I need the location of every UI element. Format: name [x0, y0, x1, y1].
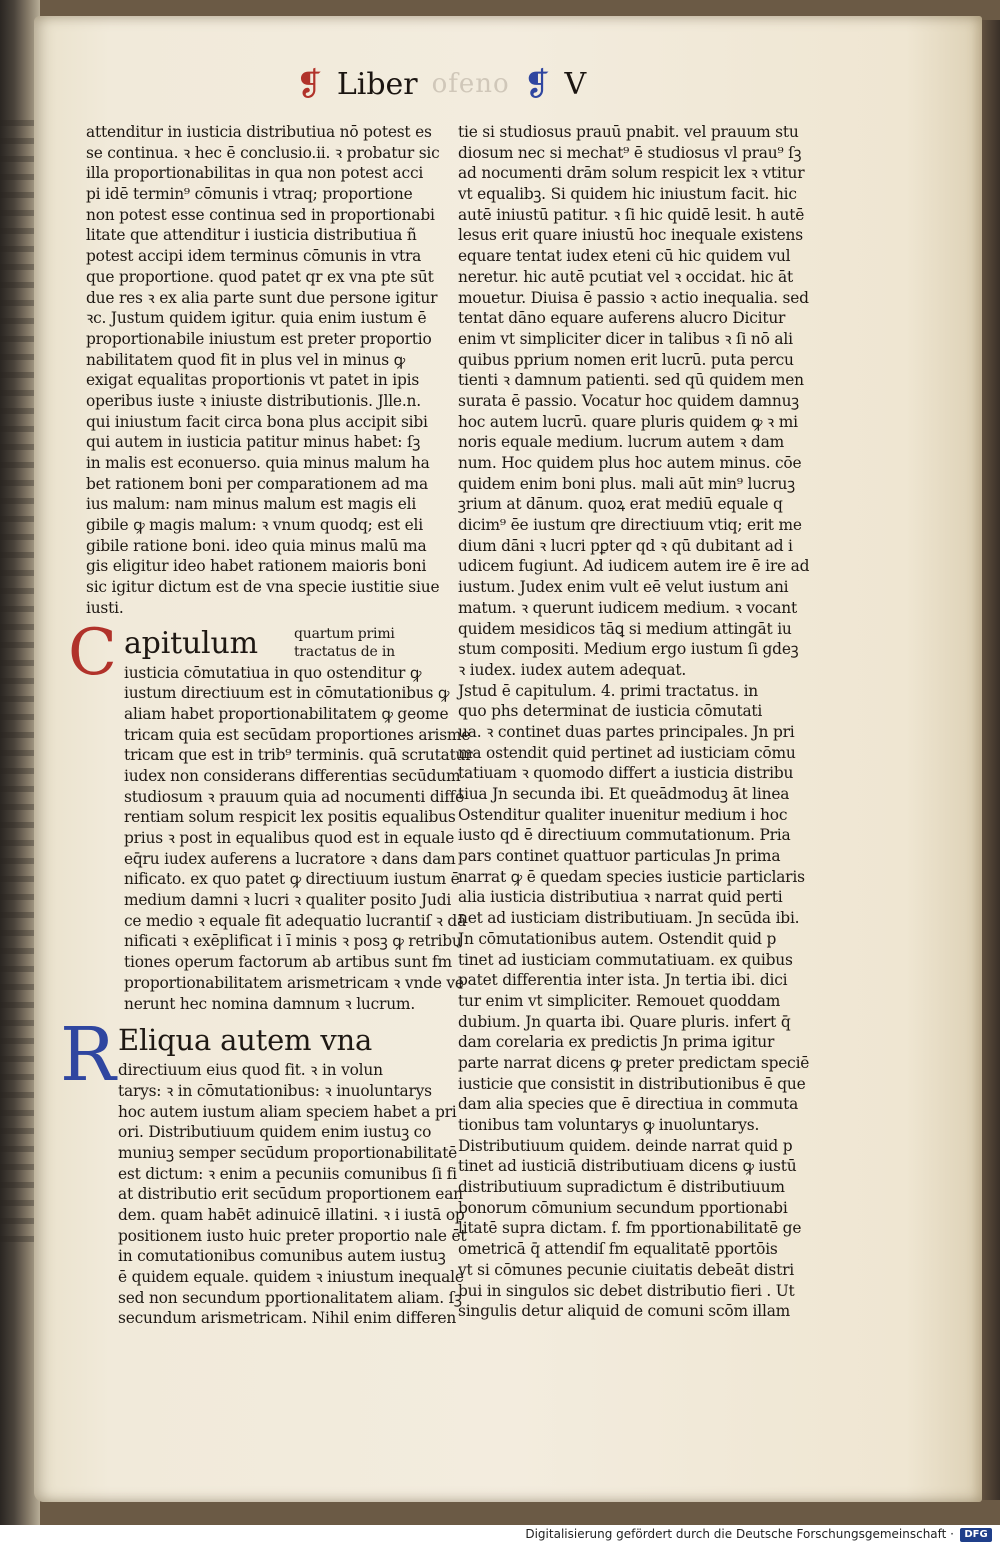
text-line: pi idē termin⁹ cōmunis i vtraq; proportione	[86, 185, 413, 204]
text-line: singulis detur aliquid de comuni scōm illam	[458, 1302, 791, 1321]
text-line: ē quidem equale. quidem ꝛ iniustum inequale	[118, 1268, 464, 1287]
text-line: non potest esse continua sed in proportionabi	[86, 205, 435, 224]
text-line: proportionabilitatem arismetricam ꝛ vnde ve	[124, 973, 464, 992]
left-top-text	[86, 122, 440, 619]
text-line: quidem enim boni plus. mali aūt min⁹ lucruꝫ	[458, 474, 795, 493]
text-line: sed non secundum pportionalitatem aliam. ſꝫ	[118, 1288, 462, 1307]
text-line: alia iusticia distributiua ꝛ narrat quid perti	[458, 888, 783, 907]
text-line: distributiuum supradictum ē distributiuum	[458, 1178, 785, 1197]
text-line: at distributio erit secūdum proportionem ean	[118, 1185, 463, 1204]
text-line: dium dāni ꝛ lucri pꝑter qd ꝛ qū dubitant ad i	[458, 536, 793, 555]
text-line: due res ꝛ ex alia parte sunt due persone igitur	[86, 288, 438, 307]
text-line: quidem mesidicos tāꝗ si medium attingāt iu	[458, 619, 792, 638]
text-line: se continua. ꝛ hec ē conclusio.ii. ꝛ probatur sic	[86, 143, 440, 162]
text-line: iustum. Judex enim vult eē velut iustum ani	[458, 578, 789, 597]
text-line: iusticia cōmutatiua in quo ostenditur ꝙ	[124, 663, 422, 682]
text-line: illa proportionabilitas in qua non potest acci	[86, 164, 424, 183]
text-line: ori. Distributiuum quidem enim iustuꝫ co	[118, 1123, 432, 1142]
running-head	[296, 62, 586, 106]
running-head-word: Liber	[336, 66, 418, 102]
text-line: Jstud ē capitulum. 4. primi tractatus. in	[458, 681, 759, 700]
capitulum-summary	[86, 663, 473, 1015]
text-line: net ad iusticiam distributiuam. Jn secūda ibi.	[458, 909, 800, 928]
text-line: dubium. Jn quarta ibi. Quare pluris. infert q̄	[458, 1012, 791, 1031]
text-line: est dictum: ꝛ enim a pecuniis comunibus ſi fi	[118, 1164, 457, 1183]
text-line: gis eligitur ideo habet rationem maioris boni	[86, 557, 427, 576]
text-line: hoc autem iustum aliam speciem habet a pri	[118, 1102, 457, 1121]
right-text-a	[458, 122, 810, 681]
text-line: dem. quam habēt adinuicē illatini. ꝛ i iustā op	[118, 1206, 465, 1224]
text-line: tie si studiosus prauū pnabit. vel prauum stu	[458, 123, 799, 141]
text-line: quibus pprium nomen erit lucrū. puta percu	[458, 350, 794, 369]
text-line: tiones operum factorum ab artibus sunt fm	[124, 953, 452, 972]
running-head-offset-ghost: ofeno	[431, 69, 510, 99]
capitulum-heading-block	[68, 615, 473, 1015]
text-line: iusticie que consistit in distributionibus ē que	[458, 1074, 806, 1093]
capitulum-word: apitulum	[124, 625, 258, 661]
text-line: mouetur. Diuisa ē passio ꝛ actio inequalia. sed	[458, 288, 809, 307]
text-line: eq̄ru iudex auferens a lucratore ꝛ dans dam	[124, 849, 456, 868]
left-column	[60, 122, 473, 1329]
text-line: secundum arismetricam. Nihil enim differen	[118, 1309, 457, 1328]
text-line: Distributiuum quidem. deinde narrat quid p	[458, 1136, 793, 1155]
text-line: ma ostendit quid pertinet ad iusticiam cōmu	[458, 743, 796, 762]
text-line: litate que attenditur i iusticia distributiua ñ	[86, 226, 417, 245]
text-line: noris equale medium. lucrum autem ꝛ dam	[458, 433, 785, 452]
text-line: potest accipi idem terminus cōmunis in vtra	[86, 247, 422, 266]
text-line: enim vt simpliciter dicer in talibus ꝛ ſi nō ali	[458, 329, 793, 348]
capitulum-heading-tail: quartum primi tractatus de in	[294, 625, 395, 660]
footer-bar	[0, 1525, 1000, 1545]
text-line: aliam habet proportionabilitatem ꝙ geome	[124, 704, 449, 723]
text-line: ꝛ iudex. iudex autem adequat.	[458, 660, 687, 679]
text-line: tatiuam ꝛ quomodo differt a iusticia distribu	[458, 764, 794, 783]
text-line: parte narrat dicens ꝙ preter predictam speciē	[458, 1053, 810, 1072]
text-line: in comutationibus comunibus autem iustuꝫ	[118, 1247, 446, 1266]
text-line: qui autem in iusticia patitur minus habet: ſꝫ	[86, 433, 421, 452]
text-line: patet differentia inter ista. Jn tertia ibi. dici	[458, 971, 788, 990]
text-line: ad nocumenti drām solum respicit lex ꝛ vtitur	[458, 164, 805, 183]
text-line: quo phs determinat de iusticia cōmutati	[458, 702, 763, 721]
text-line: studiosum ꝛ prauum quia ad nocumenti diffe	[124, 787, 465, 806]
text-line: gibile ꝙ magis malum: ꝛ vnum quodq; est eli	[86, 516, 423, 535]
text-line: dam corelaria ex predictis Jn prima igitur	[458, 1033, 775, 1052]
text-line: in malis est econuerso. quia minus malum ha	[86, 454, 430, 472]
text-line: ꝛc. Justum quidem igitur. quia enim iustum ē	[86, 309, 427, 328]
text-line: ꝫrium at dānum. quoꝝ erat mediū equale q	[458, 495, 783, 514]
text-line: bui in singulos sic debet distributio fieri . Ut	[458, 1281, 795, 1300]
text-line: tricam que est in trib⁹ terminis. quā scrutatur	[124, 746, 473, 765]
text-line: tienti ꝛ damnum patienti. sed qū quidem men	[458, 371, 804, 390]
right-column	[458, 122, 810, 1322]
text-line: tionibus tam voluntarys ꝙ inuoluntarys.	[458, 1116, 760, 1134]
text-line: que proportione. quod patet qr ex vna pte sūt	[86, 267, 434, 286]
text-line: nificato. ex quo patet ꝙ directiuum iustum ē	[124, 870, 460, 889]
text-line: nificati ꝛ exēplificat i ī minis ꝛ posꝫ ꝙ retribu	[124, 932, 462, 951]
text-line: qui iniustum facit circa bona plus accipit sibi	[86, 412, 428, 431]
dfg-logo: DFG	[960, 1528, 992, 1542]
text-line: nabilitatem quod fit in plus vel in minus ꝙ	[86, 350, 405, 369]
text-line: attenditur in iusticia distributiua nō potest es	[86, 123, 432, 141]
text-line: ua. ꝛ continet duas partes principales. Jn pri	[458, 722, 795, 741]
text-line: hoc autem lucrū. quare pluris quidem ꝙ ꝛ mi	[458, 412, 798, 431]
text-line: litatē supra dictam. f. fm pportionabilitatē ge	[458, 1219, 802, 1238]
text-line: bet rationem boni per comparationem ad ma	[86, 474, 428, 493]
text-line: udicem fugiunt. Ad iudicem autem ire ē ire ad	[458, 557, 810, 576]
right-commentary	[458, 681, 810, 1322]
text-line: pars continet quattuor particulas Jn prima	[458, 847, 781, 866]
text-line: tarys: ꝛ in cōmutationibus: ꝛ inuoluntarys	[118, 1081, 432, 1100]
text-line: vt si cōmunes pecunie ciuitatis debeāt distri	[458, 1260, 794, 1279]
reliqua-initial: R	[60, 1012, 116, 1099]
text-line: exigat equalitas proportionis vt patet in ipis	[86, 371, 420, 390]
text-line: surata ē passio. Vocatur hoc quidem damnuꝫ	[458, 391, 799, 410]
reliqua-block	[60, 1012, 467, 1329]
text-line: narrat ꝙ ē quedam species iusticie particlaris	[458, 867, 805, 886]
text-line: num. Hoc quidem plus hoc autem minus. cōe	[458, 454, 802, 472]
text-line: diosum nec si mechat⁹ ē studiosus vl prau⁹ ſꝫ	[458, 143, 802, 162]
text-line: ius malum: nam minus malum est magis eli	[86, 495, 417, 514]
blue-pilcrow-icon: ❡	[523, 65, 551, 103]
text-line: tricam quia est secūdam proportiones arisme	[124, 725, 471, 744]
text-line: tinet ad iusticiā distributiuam dicens ꝙ iustū	[458, 1157, 797, 1176]
text-line: equare tentat iudex eteni cū hic quidem vul	[458, 247, 791, 266]
capitulum-initial: C	[68, 615, 117, 690]
text-line: iusti.	[86, 598, 124, 617]
text-line: sic igitur dictum est de vna specie iustitie siue	[86, 578, 440, 597]
text-line: bonorum cōmunium secundum pportionabi	[458, 1198, 788, 1217]
text-line: prius ꝛ post in equalibus quod est in equale	[124, 829, 455, 847]
text-line: iudex non considerans differentias secūdum	[124, 766, 461, 785]
text-line: vt equalibꝫ. Si quidem hic iniustum facit. hic	[458, 185, 797, 204]
text-line: stum compositi. Medium ergo iustum ſi gdeꝫ	[458, 640, 799, 659]
text-line: matum. ꝛ querunt iudicem medium. ꝛ vocant	[458, 598, 797, 617]
text-line: ometricā q̄ attendiſ fm equalitatē pportōis	[458, 1240, 778, 1259]
running-head-folio: V	[564, 66, 587, 102]
text-line: Ostenditur qualiter inuenitur medium i hoc	[458, 805, 788, 824]
text-line: autē iniustū patitur. ꝛ ſi hic quidē lesit. h autē	[458, 205, 805, 224]
text-line: Jn cōmutationibus autem. Ostendit quid p	[458, 929, 777, 948]
previous-leaf-edge	[0, 120, 34, 1250]
text-line: medium damni ꝛ lucri ꝛ qualiter posito Judi	[124, 891, 452, 910]
text-line: ce medio ꝛ equale fit adequatio lucrantiſ ꝛ dā	[124, 911, 467, 930]
text-line: lesus erit quare iniustū hoc inequale existens	[458, 226, 803, 245]
text-line: operibus iuste ꝛ iniuste distributionis. Jlle.n.	[86, 391, 421, 410]
text-line: iusto qd ē directiuum commutationum. Pria	[458, 826, 791, 845]
text-line: proportionabile iniustum est preter proportio	[86, 329, 432, 348]
text-line: positionem iusto huic preter proportio nale ēt	[118, 1226, 467, 1245]
text-line: dicim⁹ ēe iustum qre directiuum vtiq; erit me	[458, 516, 802, 535]
text-line: muniuꝫ semper secūdum proportionabilitatē	[118, 1143, 458, 1162]
text-line: tinet ad iusticiam commutatiuam. ex quibus	[458, 950, 793, 969]
reliqua-text	[86, 1060, 467, 1329]
text-line: directiuum eius quod fit. ꝛ in volun	[118, 1061, 383, 1080]
text-line: tur enim vt simpliciter. Remouet quoddam	[458, 991, 781, 1010]
text-line: gibile ratione boni. ideo quia minus malū ma	[86, 536, 427, 555]
text-line: dam alia species que ē directiua in commuta	[458, 1095, 799, 1114]
text-line: tentat dāno equare auferens alucro Dicitur	[458, 309, 786, 328]
text-line: nerunt hec nomina damnum ꝛ lucrum.	[124, 994, 416, 1013]
reliqua-word: Eliqua autem vna	[118, 1023, 373, 1058]
rubric-pilcrow-icon: ❡	[296, 65, 323, 103]
text-line: tiua Jn secunda ibi. Et queādmoduꝫ āt linea	[458, 785, 790, 803]
text-line: neretur. hic autē pcutiat vel ꝛ occidat. hic āt	[458, 267, 793, 286]
text-line: rentiam solum respicit lex positis equalibus	[124, 808, 456, 827]
text-line: iustum directiuum est in cōmutationibus ꝙ	[124, 684, 450, 703]
footer-credit: Digitalisierung gefördert durch die Deutsche Forschungsgemeinschaft ·	[525, 1527, 954, 1541]
